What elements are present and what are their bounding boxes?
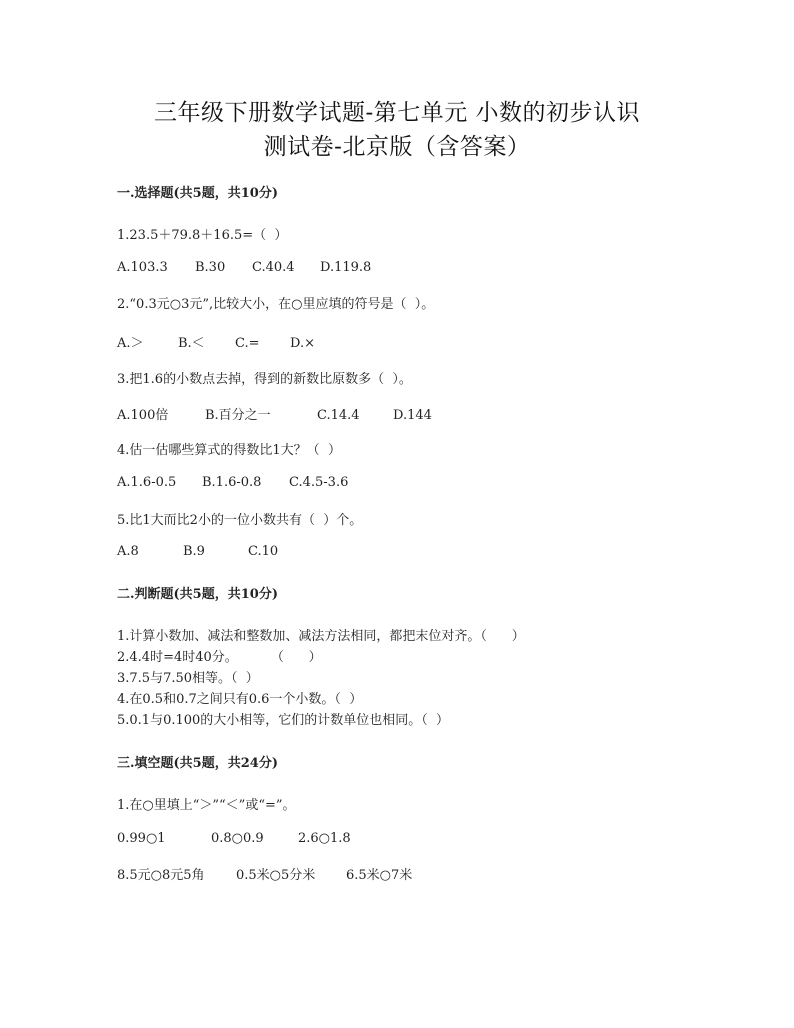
compare-item: 8.5元○8元5角 <box>117 868 205 883</box>
option: A.100倍 <box>117 408 169 423</box>
option: D.144 <box>393 408 432 423</box>
page-title-line2: 测试卷-北京版（含答案） <box>263 134 531 160</box>
option: D.119.8 <box>320 260 372 275</box>
judge-item: 4.在0.5和0.7之间只有0.6一个小数。（ ） <box>117 692 363 707</box>
option: C.14.4 <box>317 408 360 423</box>
option: C.4.5-3.6 <box>289 475 349 490</box>
question-1-options <box>117 260 371 275</box>
judge-item: 1.计算小数加、减法和整数加、减法方法相同，都把末位对齐。（ ） <box>117 629 525 644</box>
compare-item: 0.8○0.9 <box>211 831 264 846</box>
section-heading-fill: 三.填空题(共5题，共24分) <box>117 756 278 771</box>
section-heading-judge: 二.判断题(共5题，共10分) <box>117 587 278 602</box>
option: B.＜ <box>178 336 205 351</box>
compare-item: 0.5米○5分米 <box>236 868 316 883</box>
option: B.1.6-0.8 <box>202 475 262 490</box>
option: A.1.6-0.5 <box>117 475 177 490</box>
question-5-options <box>117 544 278 559</box>
question-2-options <box>117 332 315 351</box>
compare-item: 2.6○1.8 <box>298 831 351 846</box>
option: B.30 <box>195 260 226 275</box>
question-3-options <box>117 404 432 423</box>
question-5: 5.比1大而比2小的一位小数共有（ ）个。 <box>117 513 363 528</box>
option: D.× <box>290 336 315 351</box>
option: A.＞ <box>117 336 144 351</box>
compare-item: 0.99○1 <box>117 831 166 846</box>
fill-row-1 <box>117 831 351 846</box>
judge-item: 3.7.5与7.50相等。（ ） <box>117 671 259 686</box>
question-3: 3.把1.6的小数点去掉，得到的新数比原数多（ ）。 <box>117 372 412 387</box>
question-4: 4.估一估哪些算式的得数比1大？（ ） <box>117 443 341 458</box>
question-2: 2.“0.3元○3元”,比较大小，在○里应填的符号是（ ）。 <box>117 297 435 312</box>
page-title-line1: 三年级下册数学试题-第七单元 小数的初步认识 <box>153 100 641 126</box>
option: C.40.4 <box>252 260 295 275</box>
fill-row-2 <box>117 864 412 883</box>
fill-question-1: 1.在○里填上“＞”“＜”或“=”。 <box>117 798 296 813</box>
option: C.= <box>235 336 260 351</box>
option: A.103.3 <box>117 260 168 275</box>
judge-item: 5.0.1与0.100的大小相等，它们的计数单位也相同。（ ） <box>117 713 450 728</box>
question-4-options <box>117 475 348 490</box>
compare-item: 6.5米○7米 <box>346 868 413 883</box>
option: B.百分之一 <box>205 408 271 423</box>
option: A.8 <box>117 544 139 559</box>
question-1: 1.23.5＋79.8＋16.5=（ ） <box>117 228 288 243</box>
judge-item: 2.4.4时=4时40分。 （ ） <box>117 650 322 665</box>
section-heading-choice: 一.选择题(共5题，共10分) <box>117 186 278 201</box>
option: B.9 <box>183 544 205 559</box>
option: C.10 <box>248 544 279 559</box>
